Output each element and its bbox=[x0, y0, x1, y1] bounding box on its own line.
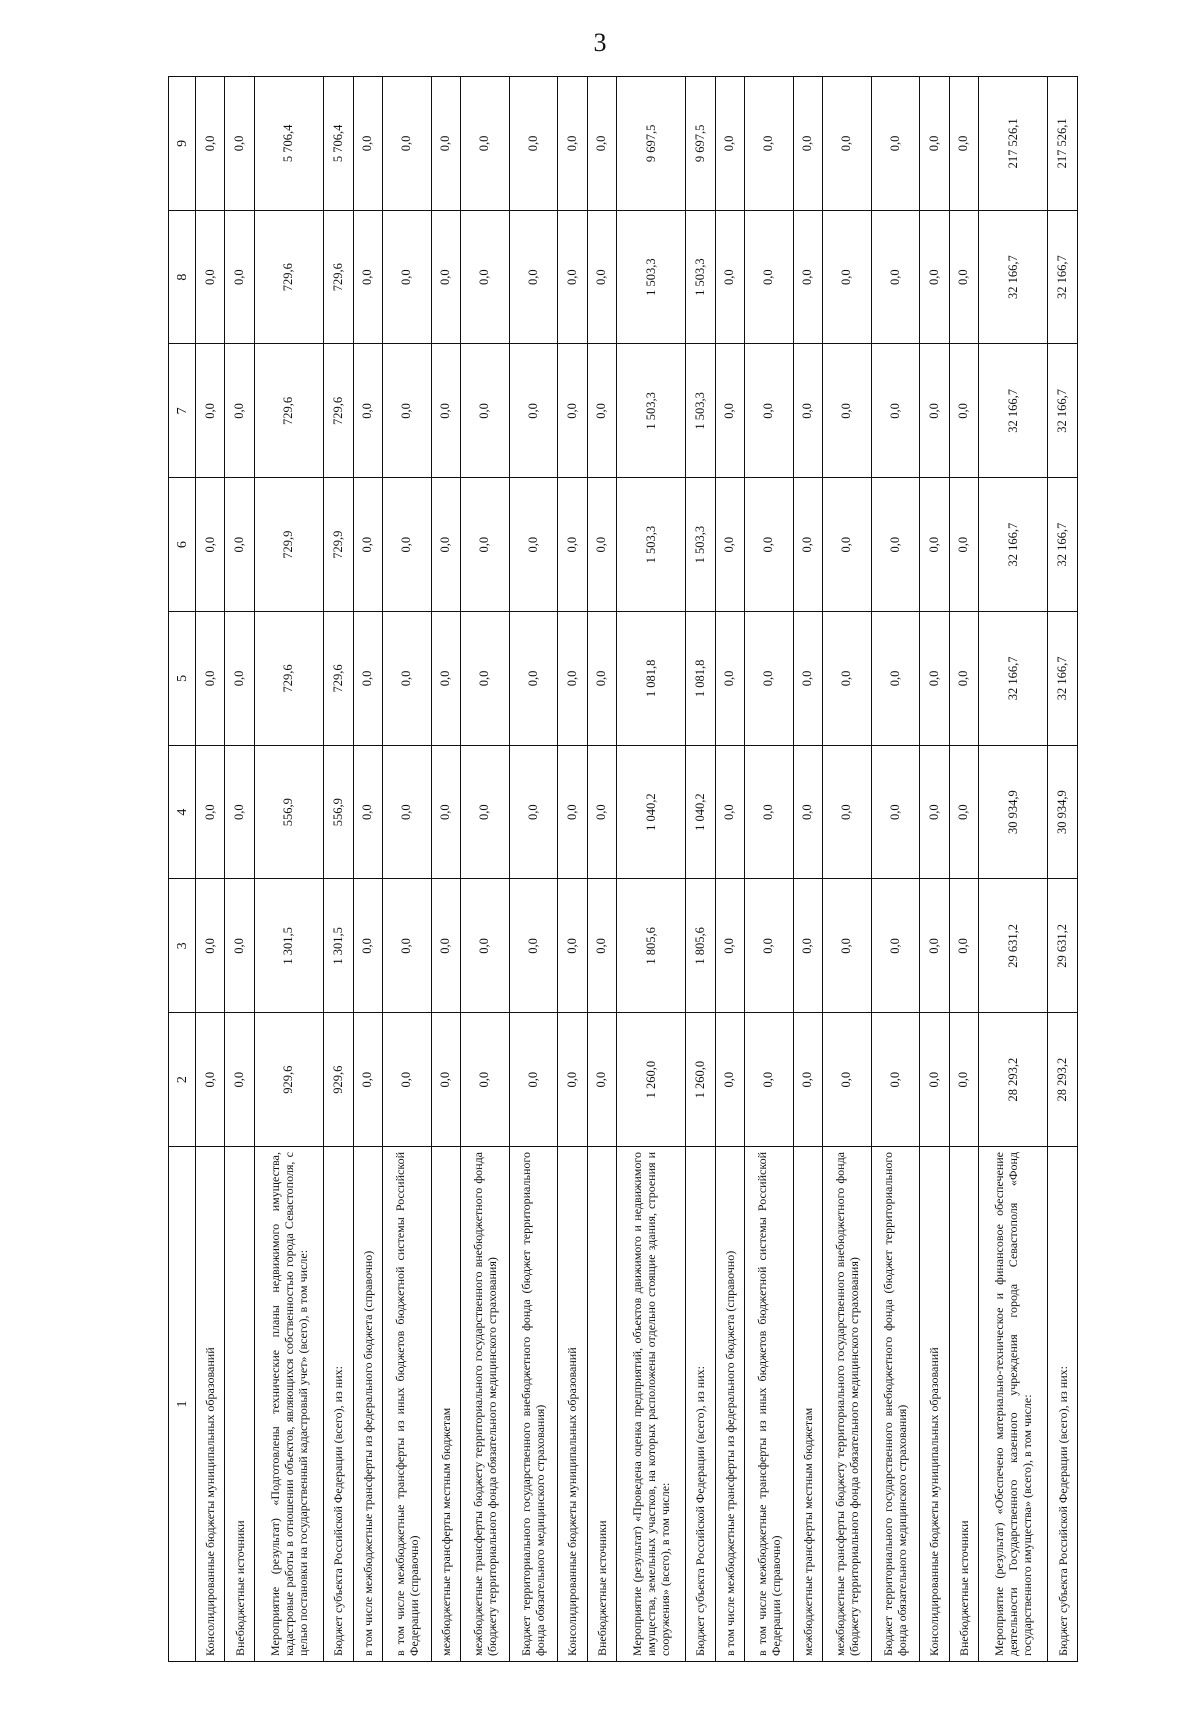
value-cell: 1 040,2 bbox=[617, 745, 686, 879]
value-cell: 0,0 bbox=[460, 478, 509, 612]
value-cell: 28 293,2 bbox=[1048, 1013, 1078, 1147]
value-cell: 1 503,3 bbox=[686, 478, 715, 612]
value-cell: 217 526,1 bbox=[1048, 77, 1078, 211]
value-cell: 0,0 bbox=[793, 1013, 822, 1147]
value-cell: 729,9 bbox=[324, 478, 353, 612]
value-cell: 0,0 bbox=[587, 344, 616, 478]
row-label: Мероприятие (результат) «Проведена оценка предприятий, объектов движимого и недвижимого имущества, земельных участков, на которых расположены отдельно стоящие здания, строения и сооружения» (всего), в том числе: bbox=[617, 1147, 686, 1662]
value-cell: 0,0 bbox=[587, 879, 616, 1013]
value-cell: 0,0 bbox=[509, 1013, 558, 1147]
row-label: Внебюджетные источники bbox=[587, 1147, 616, 1662]
value-cell: 0,0 bbox=[196, 879, 225, 1013]
value-cell: 32 166,7 bbox=[1048, 210, 1078, 344]
value-cell: 0,0 bbox=[920, 77, 949, 211]
value-cell: 0,0 bbox=[382, 478, 431, 612]
table-row bbox=[382, 77, 431, 1662]
table-row bbox=[460, 77, 509, 1662]
value-cell: 0,0 bbox=[871, 1013, 920, 1147]
value-cell: 1 260,0 bbox=[686, 1013, 715, 1147]
value-cell: 0,0 bbox=[871, 612, 920, 746]
row-label: Бюджет территориального государственного внебюджетного фонда (бюджет территориального фонда обязательного медицинского страхования) bbox=[509, 1147, 558, 1662]
value-cell: 0,0 bbox=[920, 478, 949, 612]
value-cell: 0,0 bbox=[823, 344, 872, 478]
value-cell: 0,0 bbox=[745, 745, 794, 879]
value-cell: 0,0 bbox=[558, 344, 587, 478]
value-cell: 0,0 bbox=[558, 612, 587, 746]
value-cell: 0,0 bbox=[823, 77, 872, 211]
table-row bbox=[979, 77, 1048, 1662]
value-cell: 0,0 bbox=[558, 210, 587, 344]
table-row bbox=[1048, 77, 1078, 1662]
table-row bbox=[254, 77, 323, 1662]
value-cell: 1 503,3 bbox=[617, 210, 686, 344]
value-cell: 0,0 bbox=[823, 210, 872, 344]
table-row bbox=[949, 77, 978, 1662]
value-cell: 0,0 bbox=[225, 478, 254, 612]
table-header-row bbox=[169, 77, 196, 1662]
value-cell: 0,0 bbox=[509, 879, 558, 1013]
value-cell: 0,0 bbox=[793, 745, 822, 879]
value-cell: 0,0 bbox=[949, 77, 978, 211]
value-cell: 32 166,7 bbox=[979, 344, 1048, 478]
table-row bbox=[920, 77, 949, 1662]
table-row bbox=[509, 77, 558, 1662]
table-row bbox=[353, 77, 382, 1662]
value-cell: 0,0 bbox=[353, 879, 382, 1013]
column-header-5: 5 bbox=[169, 612, 196, 746]
value-cell: 32 166,7 bbox=[979, 478, 1048, 612]
value-cell: 0,0 bbox=[196, 344, 225, 478]
value-cell: 1 503,3 bbox=[686, 210, 715, 344]
column-header-8: 8 bbox=[169, 210, 196, 344]
value-cell: 556,9 bbox=[324, 745, 353, 879]
value-cell: 0,0 bbox=[196, 612, 225, 746]
value-cell: 0,0 bbox=[949, 745, 978, 879]
value-cell: 28 293,2 bbox=[979, 1013, 1048, 1147]
table-body bbox=[196, 77, 1078, 1662]
value-cell: 0,0 bbox=[587, 1013, 616, 1147]
value-cell: 1 301,5 bbox=[324, 879, 353, 1013]
row-label: Бюджет территориального государственного внебюджетного фонда (бюджет территориального фонда обязательного медицинского страхования) bbox=[871, 1147, 920, 1662]
table-row bbox=[617, 77, 686, 1662]
table-row bbox=[324, 77, 353, 1662]
value-cell: 0,0 bbox=[196, 478, 225, 612]
value-cell: 29 631,2 bbox=[1048, 879, 1078, 1013]
value-cell: 0,0 bbox=[460, 210, 509, 344]
value-cell: 0,0 bbox=[715, 77, 744, 211]
value-cell: 30 934,9 bbox=[1048, 745, 1078, 879]
value-cell: 0,0 bbox=[382, 210, 431, 344]
value-cell: 9 697,5 bbox=[617, 77, 686, 211]
page-number: 3 bbox=[593, 28, 607, 57]
value-cell: 1 081,8 bbox=[686, 612, 715, 746]
value-cell: 0,0 bbox=[871, 879, 920, 1013]
value-cell: 0,0 bbox=[793, 344, 822, 478]
value-cell: 0,0 bbox=[431, 612, 460, 746]
value-cell: 0,0 bbox=[793, 478, 822, 612]
value-cell: 0,0 bbox=[715, 344, 744, 478]
value-cell: 0,0 bbox=[509, 344, 558, 478]
value-cell: 1 040,2 bbox=[686, 745, 715, 879]
value-cell: 0,0 bbox=[225, 1013, 254, 1147]
value-cell: 1 260,0 bbox=[617, 1013, 686, 1147]
value-cell: 0,0 bbox=[225, 745, 254, 879]
value-cell: 0,0 bbox=[745, 344, 794, 478]
row-label: Консолидированные бюджеты муниципальных образований bbox=[558, 1147, 587, 1662]
value-cell: 0,0 bbox=[558, 77, 587, 211]
value-cell: 729,6 bbox=[324, 210, 353, 344]
value-cell: 0,0 bbox=[460, 879, 509, 1013]
row-label: Консолидированные бюджеты муниципальных образований bbox=[920, 1147, 949, 1662]
value-cell: 0,0 bbox=[196, 210, 225, 344]
value-cell: 0,0 bbox=[793, 612, 822, 746]
value-cell: 0,0 bbox=[509, 612, 558, 746]
value-cell: 0,0 bbox=[920, 612, 949, 746]
value-cell: 5 706,4 bbox=[324, 77, 353, 211]
table-row bbox=[793, 77, 822, 1662]
value-cell: 0,0 bbox=[431, 1013, 460, 1147]
value-cell: 556,9 bbox=[254, 745, 323, 879]
value-cell: 0,0 bbox=[353, 745, 382, 879]
row-label: Мероприятие (результат) «Подготовлены технические планы недвижимого имущества, кадастровые работы в отношении объектов, являющихся собственностью города Севастополя, с целью постановки на государственный кадастровый учет» (всего), в том числе: bbox=[254, 1147, 323, 1662]
value-cell: 1 503,3 bbox=[617, 478, 686, 612]
table-row bbox=[558, 77, 587, 1662]
value-cell: 0,0 bbox=[382, 879, 431, 1013]
row-label: в том числе межбюджетные трансферты из иных бюджетов бюджетной системы Российской Федерации (справочно) bbox=[745, 1147, 794, 1662]
row-label: Бюджет субъекта Российской Федерации (всего), из них: bbox=[1048, 1147, 1078, 1662]
row-label: Бюджет субъекта Российской Федерации (всего), из них: bbox=[686, 1147, 715, 1662]
value-cell: 0,0 bbox=[382, 77, 431, 211]
value-cell: 0,0 bbox=[715, 879, 744, 1013]
value-cell: 0,0 bbox=[509, 745, 558, 879]
value-cell: 0,0 bbox=[460, 745, 509, 879]
value-cell: 1 805,6 bbox=[617, 879, 686, 1013]
rotated-table-container bbox=[168, 77, 1078, 1662]
value-cell: 0,0 bbox=[745, 210, 794, 344]
value-cell: 0,0 bbox=[509, 478, 558, 612]
value-cell: 32 166,7 bbox=[1048, 478, 1078, 612]
value-cell: 0,0 bbox=[949, 478, 978, 612]
value-cell: 30 934,9 bbox=[979, 745, 1048, 879]
value-cell: 0,0 bbox=[871, 745, 920, 879]
value-cell: 0,0 bbox=[509, 210, 558, 344]
value-cell: 0,0 bbox=[196, 745, 225, 879]
row-label: в том числе межбюджетные трансферты из федерального бюджета (справочно) bbox=[715, 1147, 744, 1662]
value-cell: 1 503,3 bbox=[686, 344, 715, 478]
value-cell: 0,0 bbox=[353, 344, 382, 478]
column-header-7: 7 bbox=[169, 344, 196, 478]
column-header-4: 4 bbox=[169, 745, 196, 879]
value-cell: 0,0 bbox=[823, 478, 872, 612]
value-cell: 5 706,4 bbox=[254, 77, 323, 211]
value-cell: 729,6 bbox=[324, 612, 353, 746]
row-label: в том числе межбюджетные трансферты из федерального бюджета (справочно) bbox=[353, 1147, 382, 1662]
value-cell: 0,0 bbox=[225, 879, 254, 1013]
value-cell: 0,0 bbox=[949, 344, 978, 478]
value-cell: 0,0 bbox=[745, 879, 794, 1013]
value-cell: 0,0 bbox=[793, 879, 822, 1013]
value-cell: 0,0 bbox=[745, 1013, 794, 1147]
value-cell: 0,0 bbox=[225, 612, 254, 746]
value-cell: 0,0 bbox=[949, 879, 978, 1013]
value-cell: 0,0 bbox=[382, 745, 431, 879]
value-cell: 9 697,5 bbox=[686, 77, 715, 211]
value-cell: 0,0 bbox=[745, 478, 794, 612]
value-cell: 729,6 bbox=[254, 210, 323, 344]
column-header-2: 2 bbox=[169, 1013, 196, 1147]
value-cell: 0,0 bbox=[196, 1013, 225, 1147]
row-label: Мероприятие (результат) «Обеспечено материально-техническое и финансовое обеспечение деятельности Государственного казенного учреждения города Севастополя «Фонд государственного имущества» (всего), в том числе: bbox=[979, 1147, 1048, 1662]
value-cell: 32 166,7 bbox=[1048, 344, 1078, 478]
value-cell: 32 166,7 bbox=[979, 210, 1048, 344]
value-cell: 0,0 bbox=[225, 77, 254, 211]
value-cell: 0,0 bbox=[745, 77, 794, 211]
value-cell: 0,0 bbox=[460, 1013, 509, 1147]
table-row bbox=[745, 77, 794, 1662]
row-label: межбюджетные трансферты местным бюджетам bbox=[431, 1147, 460, 1662]
column-header-6: 6 bbox=[169, 478, 196, 612]
value-cell: 729,6 bbox=[324, 344, 353, 478]
value-cell: 0,0 bbox=[558, 1013, 587, 1147]
value-cell: 0,0 bbox=[871, 77, 920, 211]
value-cell: 0,0 bbox=[353, 77, 382, 211]
value-cell: 0,0 bbox=[353, 210, 382, 344]
value-cell: 0,0 bbox=[715, 745, 744, 879]
value-cell: 0,0 bbox=[920, 879, 949, 1013]
value-cell: 1 805,6 bbox=[686, 879, 715, 1013]
value-cell: 0,0 bbox=[558, 478, 587, 612]
value-cell: 0,0 bbox=[949, 1013, 978, 1147]
value-cell: 0,0 bbox=[431, 77, 460, 211]
column-header-9: 9 bbox=[169, 77, 196, 211]
row-label: Внебюджетные источники bbox=[225, 1147, 254, 1662]
value-cell: 0,0 bbox=[920, 745, 949, 879]
value-cell: 1 503,3 bbox=[617, 344, 686, 478]
value-cell: 0,0 bbox=[920, 1013, 949, 1147]
row-label: Внебюджетные источники bbox=[949, 1147, 978, 1662]
value-cell: 0,0 bbox=[587, 745, 616, 879]
value-cell: 0,0 bbox=[587, 210, 616, 344]
value-cell: 0,0 bbox=[871, 344, 920, 478]
value-cell: 0,0 bbox=[871, 210, 920, 344]
value-cell: 0,0 bbox=[587, 612, 616, 746]
row-label: Консолидированные бюджеты муниципальных образований bbox=[196, 1147, 225, 1662]
value-cell: 0,0 bbox=[558, 879, 587, 1013]
table-row bbox=[587, 77, 616, 1662]
budget-table bbox=[168, 76, 1078, 1662]
value-cell: 0,0 bbox=[460, 77, 509, 211]
row-label: межбюджетные трансферты местным бюджетам bbox=[793, 1147, 822, 1662]
value-cell: 1 081,8 bbox=[617, 612, 686, 746]
value-cell: 0,0 bbox=[509, 77, 558, 211]
value-cell: 1 301,5 bbox=[254, 879, 323, 1013]
value-cell: 929,6 bbox=[254, 1013, 323, 1147]
value-cell: 0,0 bbox=[871, 478, 920, 612]
table-row bbox=[871, 77, 920, 1662]
value-cell: 729,6 bbox=[254, 344, 323, 478]
value-cell: 0,0 bbox=[431, 745, 460, 879]
value-cell: 0,0 bbox=[715, 478, 744, 612]
value-cell: 0,0 bbox=[823, 612, 872, 746]
value-cell: 0,0 bbox=[793, 77, 822, 211]
value-cell: 32 166,7 bbox=[979, 612, 1048, 746]
value-cell: 0,0 bbox=[431, 478, 460, 612]
value-cell: 0,0 bbox=[745, 612, 794, 746]
table-row bbox=[715, 77, 744, 1662]
value-cell: 729,6 bbox=[254, 612, 323, 746]
value-cell: 0,0 bbox=[793, 210, 822, 344]
value-cell: 0,0 bbox=[587, 77, 616, 211]
value-cell: 0,0 bbox=[382, 1013, 431, 1147]
value-cell: 0,0 bbox=[949, 210, 978, 344]
value-cell: 0,0 bbox=[920, 344, 949, 478]
value-cell: 0,0 bbox=[558, 745, 587, 879]
value-cell: 0,0 bbox=[353, 478, 382, 612]
value-cell: 0,0 bbox=[823, 1013, 872, 1147]
table-row bbox=[823, 77, 872, 1662]
value-cell: 0,0 bbox=[382, 612, 431, 746]
row-label: в том числе межбюджетные трансферты из иных бюджетов бюджетной системы Российской Федерации (справочно) bbox=[382, 1147, 431, 1662]
value-cell: 0,0 bbox=[715, 612, 744, 746]
column-header-3: 3 bbox=[169, 879, 196, 1013]
row-label: межбюджетные трансферты бюджету территориального государственного внебюджетного фонда (бюджету территориального фонда обязательного медицинского страхования) bbox=[460, 1147, 509, 1662]
value-cell: 32 166,7 bbox=[1048, 612, 1078, 746]
value-cell: 0,0 bbox=[353, 1013, 382, 1147]
value-cell: 0,0 bbox=[196, 77, 225, 211]
table-row bbox=[196, 77, 225, 1662]
table-row bbox=[225, 77, 254, 1662]
value-cell: 0,0 bbox=[460, 344, 509, 478]
value-cell: 0,0 bbox=[715, 1013, 744, 1147]
value-cell: 0,0 bbox=[715, 210, 744, 344]
value-cell: 0,0 bbox=[431, 344, 460, 478]
value-cell: 729,9 bbox=[254, 478, 323, 612]
value-cell: 929,6 bbox=[324, 1013, 353, 1147]
value-cell: 217 526,1 bbox=[979, 77, 1048, 211]
value-cell: 0,0 bbox=[353, 612, 382, 746]
value-cell: 0,0 bbox=[225, 344, 254, 478]
value-cell: 0,0 bbox=[460, 612, 509, 746]
value-cell: 0,0 bbox=[920, 210, 949, 344]
value-cell: 0,0 bbox=[823, 879, 872, 1013]
value-cell: 0,0 bbox=[431, 210, 460, 344]
column-header-1: 1 bbox=[169, 1147, 196, 1662]
row-label: межбюджетные трансферты бюджету территориального государственного внебюджетного фонда (бюджету территориального фонда обязательного медицинского страхования) bbox=[823, 1147, 872, 1662]
value-cell: 0,0 bbox=[225, 210, 254, 344]
value-cell: 0,0 bbox=[382, 344, 431, 478]
table-row bbox=[431, 77, 460, 1662]
value-cell: 0,0 bbox=[587, 478, 616, 612]
table-row bbox=[686, 77, 715, 1662]
value-cell: 0,0 bbox=[949, 612, 978, 746]
value-cell: 29 631,2 bbox=[979, 879, 1048, 1013]
row-label: Бюджет субъекта Российской Федерации (всего), из них: bbox=[324, 1147, 353, 1662]
value-cell: 0,0 bbox=[431, 879, 460, 1013]
value-cell: 0,0 bbox=[823, 745, 872, 879]
